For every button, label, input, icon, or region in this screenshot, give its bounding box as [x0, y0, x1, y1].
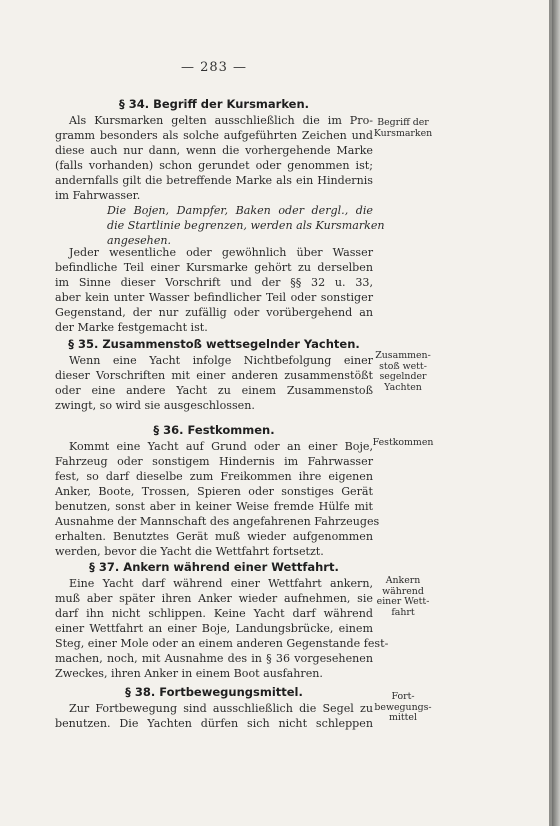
text-line: erhalten. Benutztes Gerät muß wieder aufgenommen — [55, 530, 373, 543]
margin-note-38 — [372, 692, 434, 724]
margin-note-36 — [372, 438, 434, 449]
margin-note-37 — [372, 576, 434, 618]
text-line: Als Kursmarken gelten ausschließlich die im Pro- — [69, 114, 373, 127]
margin-note-line: bewegungs- — [374, 701, 432, 713]
text-line: Steg, einer Mole oder an einem anderen Gegenstande fest- — [55, 637, 389, 650]
margin-note-line: Ankern — [385, 575, 421, 586]
text-line: Kommt eine Yacht auf Grund oder an einer Boje, — [69, 440, 373, 453]
text-line: diese auch nur dann, wenn die vorhergehende Marke — [55, 144, 373, 157]
text-line: machen, noch, mit Ausnahme des in § 36 vorgesehenen — [55, 652, 373, 665]
page-number: — 283 — — [180, 60, 248, 75]
text-line: darf ihn nicht schlippen. Keine Yacht darf während — [55, 607, 373, 620]
text-line: Gegenstand, der nur zufällig oder vorübergehend an — [55, 306, 373, 319]
text-line: die Startlinie begrenzen, werden als Kursmarken — [107, 219, 385, 232]
text-line: Die Bojen, Dampfer, Baken oder dergl., die — [107, 204, 373, 217]
text-line: fest, so darf dieselbe zum Freikommen ihre eigenen — [55, 470, 373, 483]
margin-note-line: Zusammen- — [375, 350, 431, 361]
margin-note-line: segelnder — [379, 371, 427, 382]
margin-note-line: fahrt — [391, 606, 415, 618]
text-line: Zur Fortbewegung sind ausschließlich die Segel zu — [69, 702, 373, 715]
text-line: Zweckes, ihren Anker in einem Boot ausfahren. — [55, 667, 323, 680]
text-line: Fahrzeug oder sonstigem Hindernis im Fahrwasser — [55, 455, 373, 468]
margin-note-line: mittel — [389, 712, 417, 723]
margin-note-line: Kursmarken — [373, 127, 433, 139]
text-line: dieser Vorschriften mit einer anderen zusammenstößt — [55, 369, 373, 382]
margin-note-line: Festkommen — [372, 437, 434, 448]
text-line: zwingt, so wird sie ausgeschlossen. — [55, 399, 255, 412]
margin-note-line: während — [382, 585, 424, 597]
text-line: (falls vorhanden) schon gerundet oder genommen ist; — [55, 159, 373, 172]
section-heading-37: § 37. Ankern während einer Wettfahrt. — [89, 560, 339, 574]
margin-note-35 — [372, 351, 434, 393]
paragraph-34-1 — [55, 113, 373, 203]
paragraph-37-1 — [55, 576, 389, 681]
text-line: Anker, Boote, Trossen, Spieren oder sonstiges Gerät — [55, 485, 373, 498]
margin-note-line: Begriff der — [377, 117, 429, 128]
text-line: befindliche Teil einer Kursmarke gehört zu derselben — [55, 261, 373, 274]
text-line: im Sinne dieser Vorschrift und der §§ 32 u. 33, — [55, 276, 373, 289]
section-heading-34: § 34. Begriff der Kursmarken. — [118, 97, 310, 111]
margin-note-line: Yachten — [384, 381, 422, 393]
paragraph-34-2 — [55, 203, 385, 248]
text-line: oder eine andere Yacht zu einem Zusammenstoß — [55, 384, 373, 397]
text-line: muß aber später ihren Anker wieder aufnehmen, sie — [55, 592, 373, 605]
text-line: benutzen. Die Yachten dürfen sich nicht schleppen — [55, 717, 373, 730]
text-line: Jeder wesentliche oder gewöhnlich über Wasser — [69, 246, 373, 259]
paragraph-34-3 — [55, 245, 373, 335]
text-line: Eine Yacht darf während einer Wettfahrt ankern, — [69, 577, 373, 590]
text-line: Ausnahme der Mannschaft des angefahrenen Fahrzeuges — [55, 515, 380, 528]
text-line: werden, bevor die Yacht die Wettfahrt fortsetzt. — [55, 545, 324, 558]
text-line: aber kein unter Wasser befindlicher Teil oder sonstiger — [55, 291, 373, 304]
section-heading-35: § 35. Zusammenstoß wettsegelnder Yachten. — [68, 337, 360, 351]
paragraph-38-1 — [55, 701, 373, 731]
page-edge-shadow — [552, 0, 560, 826]
text-line: andernfalls gilt die betreffende Marke als ein Hindernis — [55, 174, 373, 187]
paragraph-35-1 — [55, 353, 373, 413]
text-line: benutzen, sonst aber in keiner Weise fremde Hülfe mit — [55, 500, 373, 513]
text-line: Wenn eine Yacht infolge Nichtbefolgung einer — [69, 354, 373, 367]
section-heading-38: § 38. Fortbewegungsmittel. — [125, 685, 303, 699]
text-line: der Marke festgemacht ist. — [55, 321, 208, 334]
margin-note-line: stoß wett- — [379, 360, 427, 372]
margin-note-34 — [372, 118, 434, 139]
margin-note-line: einer Wett- — [376, 596, 430, 607]
section-heading-36: § 36. Festkommen. — [153, 423, 275, 437]
paragraph-36-1 — [55, 439, 380, 559]
text-line: gramm besonders als solche aufgeführten Zeichen und — [55, 129, 373, 142]
text-line: einer Wettfahrt an einer Boje, Landungsbrücke, einem — [55, 622, 373, 635]
margin-note-line: Fort- — [391, 691, 415, 702]
text-line: angesehen. — [107, 234, 172, 247]
text-line: im Fahrwasser. — [55, 189, 141, 202]
